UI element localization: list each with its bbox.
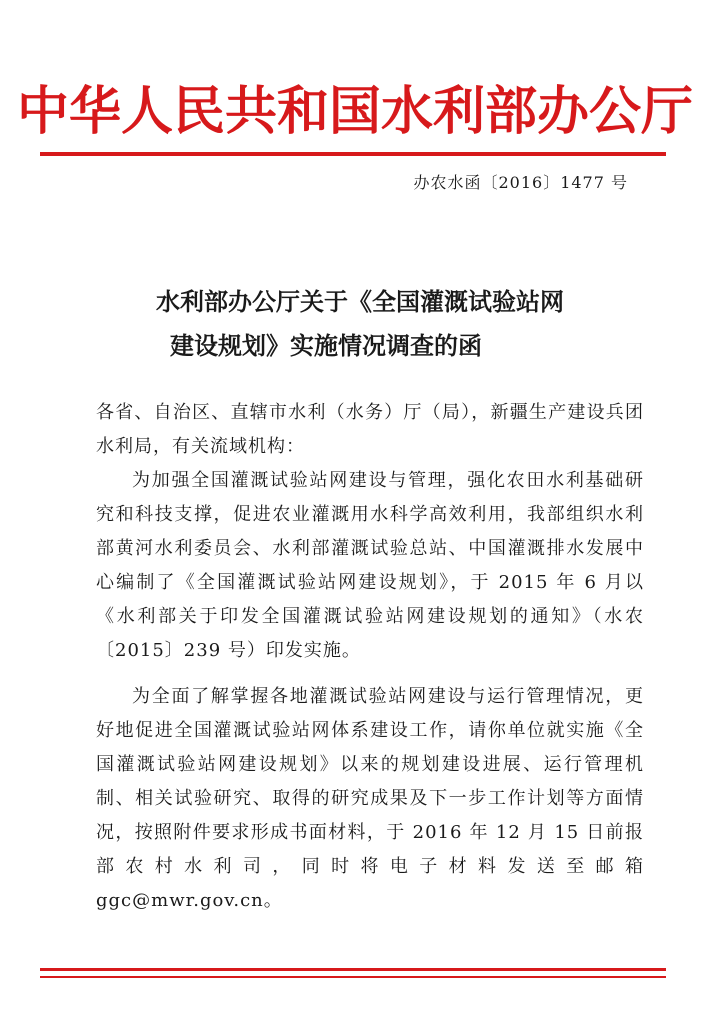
letterhead-red-rule (40, 152, 666, 156)
paragraph-2: 为全面了解掌握各地灌溉试验站网建设与运行管理情况，更好地促进全国灌溉试验站网体系建设工作，请你单位就实施《全国灌溉试验站网建设规划》以来的规划建设进展、运行管理机制、相关试验研究、取得的研究成果及下一步工作计划等方面情况，按照附件要求形成书面材料，于 2016 年 12 月 15 日前报部农村水利司，同时将电子材料发送至邮箱 ggc@mwr.gov.cn。 (96, 686, 644, 911)
document-body (96, 396, 644, 918)
title-line-2: 建设规划》实施情况调查的函 (170, 332, 482, 360)
paragraph-1: 为加强全国灌溉试验站网建设与管理，强化农田水利基础研究和科技支撑，促进农业灌溉用水科学高效利用，我部组织水利部黄河水利委员会、水利部灌溉试验总站、中国灌溉排水发展中心编制了《全国灌溉试验站网建设规划》，于 2015 年 6 月以《水利部关于印发全国灌溉试验站网建设规划的通知》（水农〔2015〕239 号）印发实施。 (96, 470, 644, 661)
document-title (60, 280, 660, 368)
document-number: 办农水函〔2016〕1477 号 (413, 173, 628, 192)
letterhead-title: 中华人民共和国水利部办公厅 (16, 81, 693, 142)
footer-red-rule-bottom (40, 976, 666, 978)
salutation: 各省、自治区、直辖市水利（水务）厅（局），新疆生产建设兵团水利局，有关流域机构： (96, 402, 644, 457)
title-line-1: 水利部办公厅关于《全国灌溉试验站网 (156, 288, 564, 316)
footer-red-rule-top (40, 968, 666, 971)
